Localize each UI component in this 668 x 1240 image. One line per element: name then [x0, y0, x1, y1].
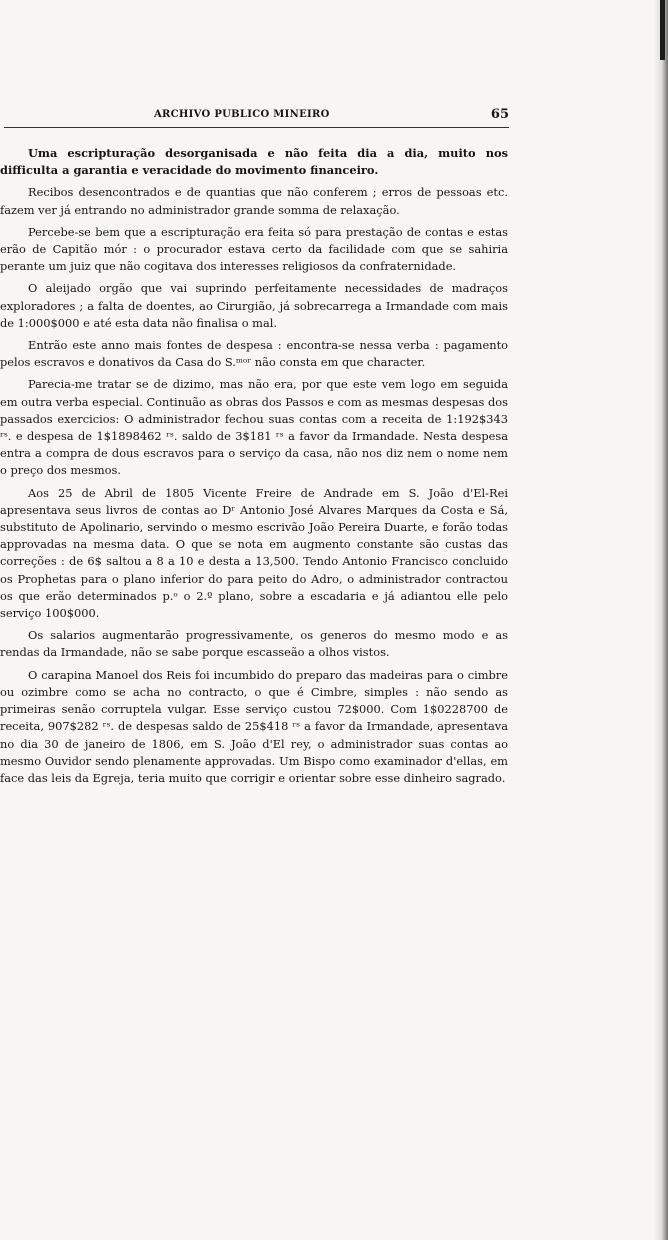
paragraph-4: O aleijado orgão que vai suprindo perfeitamente necessidades de madraços exploradores ; a falta de doentes, ao Cirurgião, já sobrecarrega a Irmandade com mais de 1:000$000 e até esta data não finalisa o mal. — [0, 281, 508, 330]
page-edge-shadow — [654, 0, 668, 1240]
running-title: ARCHIVO PUBLICO MINEIRO — [154, 109, 330, 120]
body-text — [0, 145, 508, 792]
paragraph-7: Aos 25 de Abril de 1805 Vicente Freire de Andrade em S. João d'El-Rei apresentava seus livros de contas ao Dʳ Antonio José Alvares Marques da Costa e Sá, substituto de Apolinario, servindo o mesmo escrivão João Pereira Duarte, e forão todas approvadas na mesma data. O que se nota em augmento constante são custas das correções : de 6$ saltou a 8 a 10 e desta a 13,500. Tendo Antonio Francisco concluido os Prophetas para o plano inferior do para peito do Adro, o administrador contractou os que erão determinados p.ᵒ o 2.º plano, sobre a escadaria e já adiantou elle pelo serviço 100$000. — [0, 485, 508, 621]
paragraph-1: Uma escripturação desorganisada e não feita dia a dia, muito nos difficulta a garantia e veracidade do movimento financeiro. — [0, 146, 508, 178]
running-header — [4, 106, 509, 128]
header-rule — [4, 127, 509, 128]
paragraph-3: Percebe-se bem que a escripturação era feita só para prestação de contas e estas erão de Capitão mór : o procurador estava certo da facilidade com que se sahiria perante um juiz que não cogitava dos interesses religiosos da confraternidade. — [0, 224, 508, 274]
paragraph-5: Entrão este anno mais fontes de despesa : encontra-se nessa verba : pagamento pelos escravos e donativos da Casa do S.ᵐᵒʳ não consta em que character. — [0, 338, 508, 370]
paragraph-9: O carapina Manoel dos Reis foi incumbido do preparo das madeiras para o cimbre ou ozimbre como se acha no contracto, o que é Cimbre, simples : não sendo as primeiras senão corruptela vulgar. Esse serviço custou 72$000. Com 1$0228700 de receita, 907$282 ʳˢ. de despesas saldo de 25$418 ʳˢ a favor da Irmandade, apresentava no dia 30 de janeiro de 1806, em S. João d'El rey, o administrador suas contas ao mesmo Ouvidor sendo plenamente approvadas. Um Bispo como examinador d'ellas, em face das leis da Egreja, teria muito que corrigir e orientar sobre esse dinheiro sagrado. — [0, 667, 508, 785]
paragraph-2: Recibos desencontrados e de quantias que não conferem ; erros de pessoas etc. fazem ver já entrando no administrador grande somma de relaxação. — [0, 185, 508, 217]
paragraph-6: Parecia-me tratar se de dizimo, mas não era, por que este vem logo em seguida em outra verba especial. Continuão as obras dos Passos e com as mesmas despesas dos passados exercicios: O administrador fechou suas contas com a receita de 1:192$343 ʳˢ. e despesa de 1$1898462 ʳˢ. saldo de 3$181 ʳˢ a favor da Irmandade. Nesta despesa entra a compra de dous escravos para o serviço da casa, não nos diz nem o nome nem o preço dos mesmos. — [0, 377, 508, 478]
page-edge-mark — [660, 0, 665, 60]
paragraph-8: Os salarios augmentarão progressivamente, os generos do mesmo modo e as rendas da Irmandade, não se sabe porque escasseão a olhos vistos. — [0, 628, 508, 660]
page-number: 65 — [490, 107, 509, 122]
